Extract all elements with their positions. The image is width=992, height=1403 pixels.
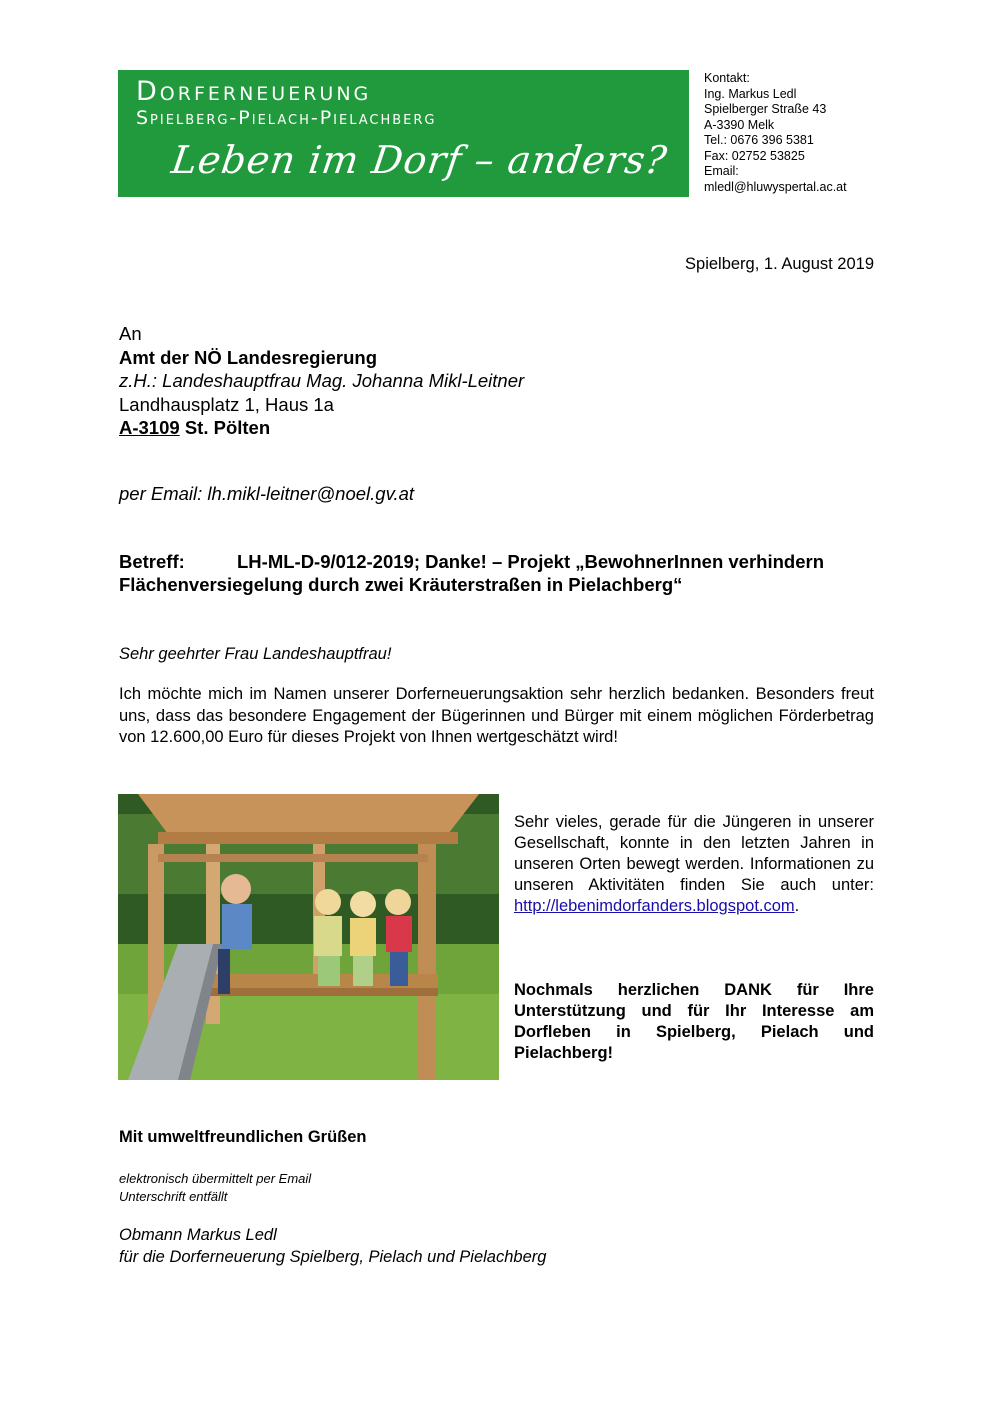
- letterhead-subtitle: Spielberg-Pielach-Pielachberg: [136, 107, 437, 129]
- signer-org: für die Dorferneuerung Spielberg, Pielach und Pielachberg: [119, 1247, 547, 1266]
- recipient-city: St. Pölten: [179, 417, 271, 438]
- salutation: Sehr geehrter Frau Landeshauptfrau!: [119, 645, 392, 663]
- recipient-attn: z.H.: Landeshauptfrau Mag. Johanna Mikl-Leitner: [119, 370, 525, 391]
- contact-tel: Tel.: 0676 396 5381: [704, 133, 814, 147]
- side-thanks: Nochmals herzlichen DANK für Ihre Unterstützung und für Ihr Interesse am Dorfleben in Spielberg, Pielach und Pielachberg!: [514, 981, 874, 1062]
- subject-label: Betreff:: [119, 551, 185, 572]
- side-text: [514, 812, 874, 917]
- letterhead-slogan: Leben im Dorf – anders?: [168, 138, 671, 182]
- contact-city: A-3390 Melk: [704, 117, 775, 132]
- recipient-org: Amt der NÖ Landesregierung: [119, 346, 378, 368]
- subject-block: [119, 551, 873, 596]
- blog-link-suffix: .: [794, 897, 800, 915]
- recipient-street: Landhausplatz 1, Haus 1a: [119, 393, 334, 415]
- signature-note: [119, 1170, 311, 1205]
- recipient-postcode: A-3109: [119, 417, 180, 438]
- contact-block: [704, 71, 847, 195]
- letterhead-banner: [118, 70, 689, 197]
- contact-street: Spielberger Straße 43: [704, 102, 827, 116]
- via-email: per Email: lh.mikl-leitner@noel.gv.at: [119, 483, 415, 504]
- subject-line-1: [119, 551, 873, 574]
- signature-note-1: elektronisch übermittelt per Email: [119, 1171, 312, 1186]
- contact-fax: Fax: 02752 53825: [704, 148, 805, 163]
- contact-email-label: Email:: [704, 164, 739, 178]
- body-paragraph: Ich möchte mich im Namen unserer Dorferneuerungsaktion sehr herzlich bedanken. Besonders freut uns, dass das besondere Engagement der Bügerinnen und Bürger mit einem möglichen Förderbetrag von 12.600,00 Euro für dieses Projekt von Ihnen wertgeschätzt wird!: [119, 685, 874, 746]
- subject-line-2: Flächenversiegelung durch zwei Kräuterstraßen in Pielachberg“: [119, 573, 683, 595]
- letter-date: Spielberg, 1. August 2019: [685, 255, 874, 273]
- subject-text-1: LH-ML-D-9/012-2019; Danke! – Projekt „BewohnerInnen verhindern: [237, 551, 824, 572]
- recipient-address: [119, 322, 524, 440]
- closing: Mit umweltfreundlichen Grüßen: [119, 1128, 367, 1146]
- playground-photo: [118, 794, 499, 1080]
- signature-note-2: Unterschrift entfällt: [119, 1188, 228, 1204]
- blog-link[interactable]: http://lebenimdorfanders.blogspot.com: [514, 897, 795, 915]
- recipient-city-line: [119, 416, 524, 440]
- letterhead-title: Dorferneuerung: [136, 76, 372, 107]
- signature-block: [119, 1225, 546, 1268]
- side-text-body: Sehr vieles, gerade für die Jüngeren in unserer Gesellschaft, konnte in den letzten Jahren in unseren Orten bewegt werden. Informationen zu unseren Aktivitäten finden Sie auch unter:: [514, 813, 874, 894]
- contact-email: mledl@hluwyspertal.ac.at: [704, 179, 847, 194]
- contact-name: Ing. Markus Ledl: [704, 86, 797, 101]
- recipient-to: An: [119, 323, 142, 344]
- signer-name: Obmann Markus Ledl: [119, 1226, 277, 1244]
- contact-label: Kontakt:: [704, 71, 750, 85]
- playground-illustration: [118, 794, 499, 1080]
